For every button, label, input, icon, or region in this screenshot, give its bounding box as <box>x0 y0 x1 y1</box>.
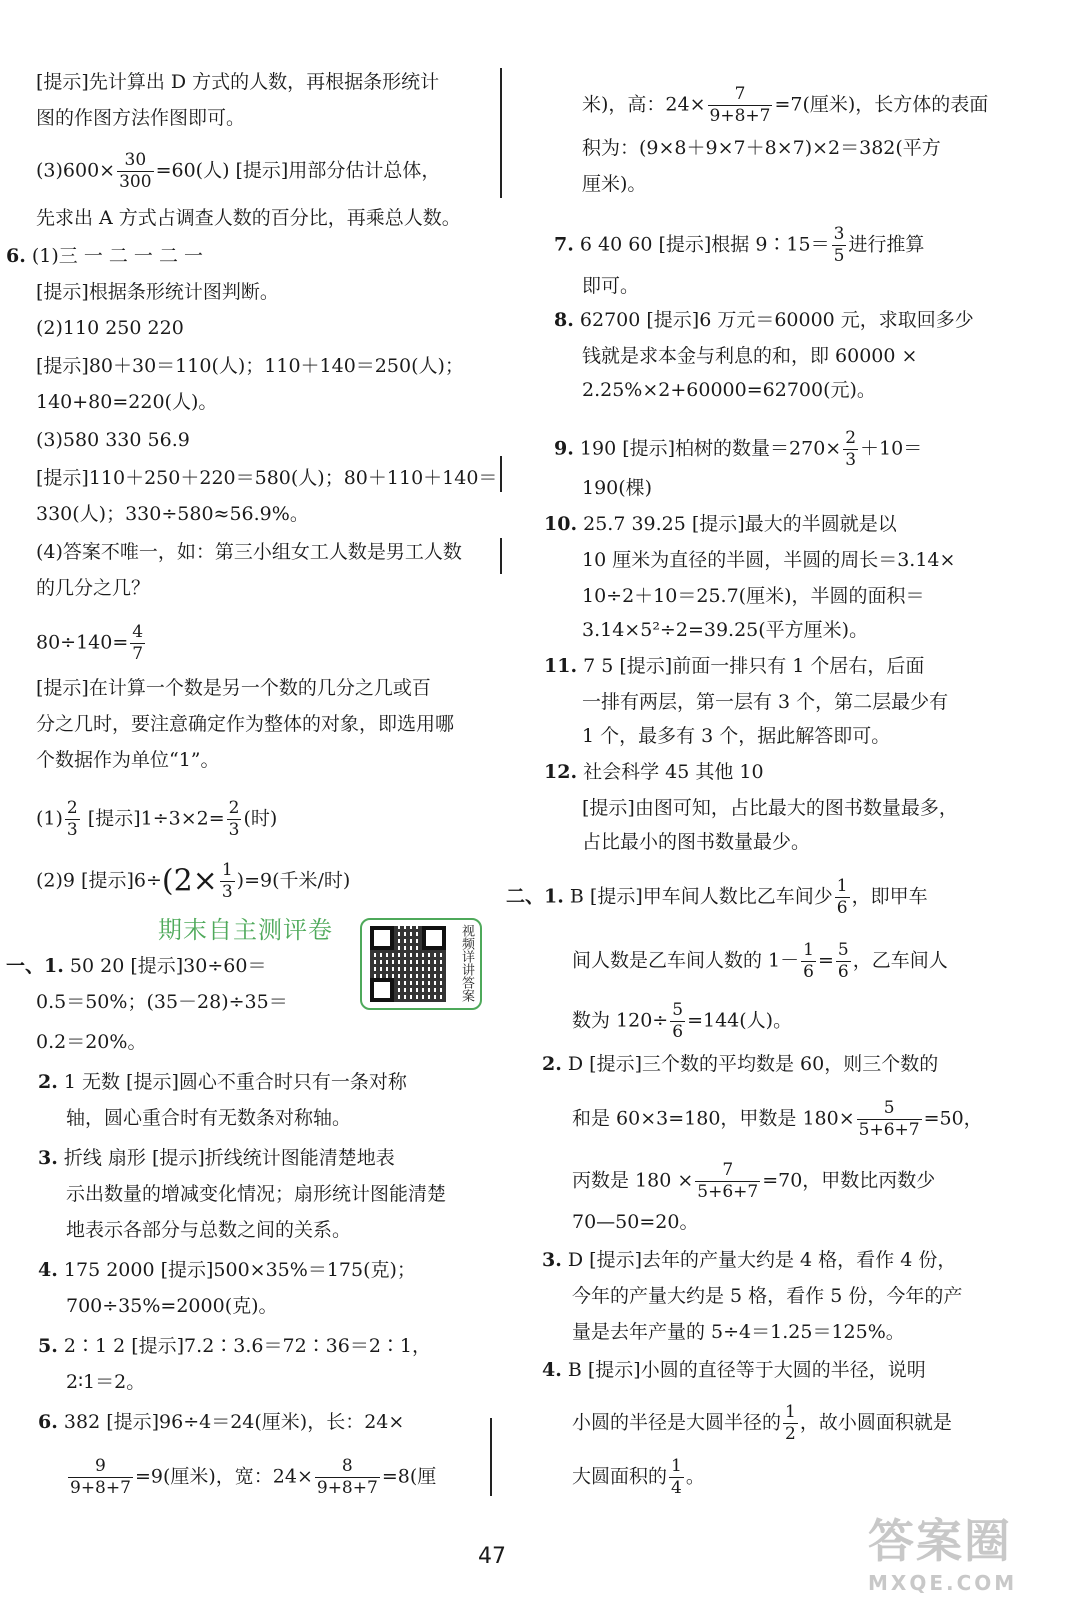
fraction: $\frac{8}{9+8+7}$ <box>316 1456 378 1498</box>
text-line: 个数据作为单位“1”。 <box>36 749 220 771</box>
question-number: 4. <box>38 1259 58 1281</box>
text-line: 钱就是求本金与利息的和，即 60000 × <box>582 345 918 367</box>
question-number: 11. <box>544 655 578 677</box>
text-line: 0.2＝20%。 <box>36 1031 147 1053</box>
text-line: 3.14×5²÷2=39.25(平方厘米)。 <box>582 619 869 641</box>
fraction: $\frac{5}{5+6+7}$ <box>858 1098 920 1140</box>
text-line: 示出数量的增减变化情况；扇形统计图能清楚 <box>66 1183 447 1205</box>
text-line: 10÷2＋10＝25.7(厘米)，半圆的面积＝ <box>582 585 925 607</box>
text-line: 11. 7 5 [提示]前面一排只有 1 个居右，后面 <box>544 655 925 677</box>
text-line: 4. B [提示]小圆的直径等于大圆的半径，说明 <box>542 1359 926 1381</box>
fraction: $\frac{7}{5+6+7}$ <box>697 1160 759 1202</box>
section-title: 期末自主测评卷 <box>158 916 333 944</box>
question-number: 9. <box>554 437 574 460</box>
question-number: 1. <box>544 885 564 908</box>
text-line: 的几分之几？ <box>36 577 151 599</box>
text-line: 2. 1 无数 [提示]圆心不重合时只有一条对称 <box>38 1071 407 1093</box>
question-number: 10. <box>544 513 578 535</box>
text-line: 丙数是 180 × $\frac{7}{5+6+7}$ =70，甲数比丙数少 <box>572 1160 936 1202</box>
text-line: (2)9 [提示]6÷(2× $\frac{1}{3}$ )=9(千米/时) <box>36 860 351 902</box>
text-line: 10 厘米为直径的半圆，半圆的周长＝3.14× <box>582 549 956 571</box>
text-line: 8. 62700 [提示]6 万元＝60000 元，求取回多少 <box>554 309 974 331</box>
text-line: 小圆的半径是大圆半径的 $\frac{1}{2}$ ，故小圆面积就是 <box>572 1402 952 1444</box>
text-line: 量是去年产量的 5÷4＝1.25＝125%。 <box>572 1321 905 1343</box>
text-line: [提示]由图可知，占比最大的图书数量最多， <box>582 797 958 819</box>
question-number: 7. <box>554 233 574 256</box>
question-number: 4. <box>542 1359 562 1381</box>
question-number: 3. <box>38 1147 58 1169</box>
text-line: 6. (1)三 一 二 一 二 一 <box>6 245 204 267</box>
fraction: $\frac{9}{9+8+7}$ <box>70 1456 131 1498</box>
question-number: 5. <box>38 1335 58 1357</box>
question-number: 2. <box>38 1071 58 1093</box>
text-line: 即可。 <box>582 275 640 297</box>
qr-code[interactable] <box>360 918 482 1010</box>
margin-bar <box>500 456 502 492</box>
watermark-url: MXQE.COM <box>868 1571 1018 1595</box>
qr-finder <box>370 926 394 950</box>
text-line: 分之几时，要注意确定作为整体的对象，即选用哪 <box>36 713 455 735</box>
text-line: 米)，高：24× $\frac{7}{9+8+7}$ =7(厘米)，长方体的表面 <box>582 84 989 126</box>
margin-bar <box>490 1418 492 1496</box>
watermark-logo <box>868 1505 1048 1595</box>
question-number: 8. <box>554 309 574 331</box>
text-line: 数为 120÷ $\frac{5}{6}$ =144(人)。 <box>572 1000 793 1042</box>
text-line: 今年的产量大约是 5 格，看作 5 份，今年的产 <box>572 1285 963 1307</box>
fraction: $\frac{7}{9+8+7}$ <box>709 84 771 126</box>
watermark-text: 答案圈 <box>868 1514 1012 1568</box>
page-number: 47 <box>478 1544 506 1569</box>
text-line: 3. D [提示]去年的产量大约是 4 格，看作 4 份， <box>542 1249 957 1271</box>
qr-label: 视频详讲答案 <box>459 924 474 1002</box>
text-line: 间人数是乙车间人数的 1－ $\frac{1}{6}$ = $\frac{5}{6}$ ，乙车间人 <box>572 940 948 982</box>
text-line: 3. 折线 扇形 [提示]折线统计图能清楚地表 <box>38 1147 395 1169</box>
text-line: $\frac{9}{9+8+7}$ =9(厘米)，宽：24× $\frac{8}{9+8+7}$ =8(厘 <box>70 1456 437 1498</box>
fraction: $\frac{4}{7}$ <box>132 622 144 664</box>
qr-finder <box>422 926 446 950</box>
question-number: 1. <box>44 955 64 977</box>
fraction: $\frac{5}{6}$ <box>837 940 849 982</box>
text-line: 10. 25.7 39.25 [提示]最大的半圆就是以 <box>544 513 897 535</box>
text-line: 地表示各部分与总数之间的关系。 <box>66 1219 352 1241</box>
fraction: $\frac{3}{5}$ <box>833 224 845 266</box>
question-number: 6. <box>6 245 26 267</box>
fraction: $\frac{2}{3}$ <box>228 798 240 840</box>
fraction: $\frac{1}{2}$ <box>785 1402 796 1444</box>
text-line: 4. 175 2000 [提示]500×35%＝175(克)； <box>38 1259 416 1281</box>
text-line: 190(棵) <box>582 477 653 499</box>
text-line: (4)答案不唯一，如：第三小组女工人数是男工人数 <box>36 541 462 563</box>
fraction: $\frac{5}{6}$ <box>672 1000 684 1042</box>
question-number: 2. <box>542 1053 562 1075</box>
fraction: $\frac{2}{3}$ <box>845 428 857 470</box>
text-line: 一排有两层，第一层有 3 个，第二层最少有 <box>582 691 949 713</box>
text-line: 占比最小的图书数量最少。 <box>582 831 811 853</box>
text-line: 70—50=20。 <box>572 1211 699 1233</box>
text-line: 1 个，最多有 3 个，据此解答即可。 <box>582 725 891 747</box>
margin-bar <box>500 538 502 574</box>
text-line: [提示]根据条形统计图判断。 <box>36 281 279 303</box>
text-line: 5. 2∶1 2 [提示]7.2∶3.6＝72∶36＝2∶1， <box>38 1335 432 1357</box>
question-number: 12. <box>544 761 578 783</box>
text-line: 2. D [提示]三个数的平均数是 60，则三个数的 <box>542 1053 939 1075</box>
text-line: 2∶1＝2。 <box>66 1371 146 1393</box>
text-line: 厘米)。 <box>582 173 647 195</box>
text-line: 700÷35%=2000(克)。 <box>66 1295 278 1317</box>
text-line: 积为：(9×8＋9×7＋8×7)×2＝382(平方 <box>582 137 941 159</box>
text-line: 0.5＝50%；(35－28)÷35＝ <box>36 991 288 1013</box>
qr-finder <box>370 978 394 1002</box>
fraction: $\frac{1}{6}$ <box>803 940 814 982</box>
text-line: 2.25%×2+60000=62700(元)。 <box>582 379 876 401</box>
text-line: 330(人)；330÷580≈56.9%。 <box>36 503 309 525</box>
text-line: 6. 382 [提示]96÷4＝24(厘米)，长：24× <box>38 1411 405 1433</box>
text-line: 先求出 A 方式占调查人数的百分比，再乘总人数。 <box>36 207 461 229</box>
text-line: (1) $\frac{2}{3}$ [提示]1÷3×2= $\frac{2}{3}$ (时) <box>36 798 278 840</box>
text-line: (3)580 330 56.9 <box>36 429 190 451</box>
text-line: 12. 社会科学 45 其他 10 <box>544 761 764 783</box>
text-line: 7. 6 40 60 [提示]根据 9∶15＝ $\frac{3}{5}$ 进行推算 <box>554 224 925 266</box>
text-line: (3)600× $\frac{30}{300}$ =60(人) [提示]用部分估计总体， <box>36 150 441 192</box>
text-line: 二、1. B [提示]甲车间人数比乙车间少 $\frac{1}{6}$ ，即甲车 <box>506 876 928 918</box>
text-line: 轴，圆心重合时有无数条对称轴。 <box>66 1107 352 1129</box>
text-line: [提示]80＋30＝110(人)；110＋140＝250(人)； <box>36 355 464 377</box>
text-line: [提示]110＋250＋220＝580(人)；80＋110＋140＝ <box>36 467 498 489</box>
text-line: 和是 60×3=180，甲数是 180× $\frac{5}{5+6+7}$ =50， <box>572 1098 983 1140</box>
text-line: [提示]先计算出 D 方式的人数，再根据条形统计 <box>36 71 440 93</box>
fraction: $\frac{1}{6}$ <box>836 876 848 918</box>
text-line: 大圆面积的 $\frac{1}{4}$ 。 <box>572 1456 705 1498</box>
text-line: 9. 190 [提示]柏树的数量＝270× $\frac{2}{3}$ ＋10＝ <box>554 428 923 470</box>
question-number: 6. <box>38 1411 58 1433</box>
fraction: $\frac{2}{3}$ <box>66 798 78 840</box>
question-number: 3. <box>542 1249 562 1271</box>
fraction: $\frac{1}{3}$ <box>221 860 233 902</box>
text-line: [提示]在计算一个数是另一个数的几分之几或百 <box>36 677 431 699</box>
text-line: 图的作图方法作图即可。 <box>36 107 246 129</box>
text-line: (2)110 250 220 <box>36 317 184 339</box>
text-line: 140+80=220(人)。 <box>36 391 218 413</box>
text-line: 一、1. 50 20 [提示]30÷60＝ <box>6 955 267 977</box>
fraction: $\frac{1}{4}$ <box>671 1456 682 1498</box>
text-line: 80÷140= $\frac{4}{7}$ <box>36 622 144 664</box>
fraction: $\frac{30}{300}$ <box>119 150 152 192</box>
margin-bar <box>500 68 502 198</box>
